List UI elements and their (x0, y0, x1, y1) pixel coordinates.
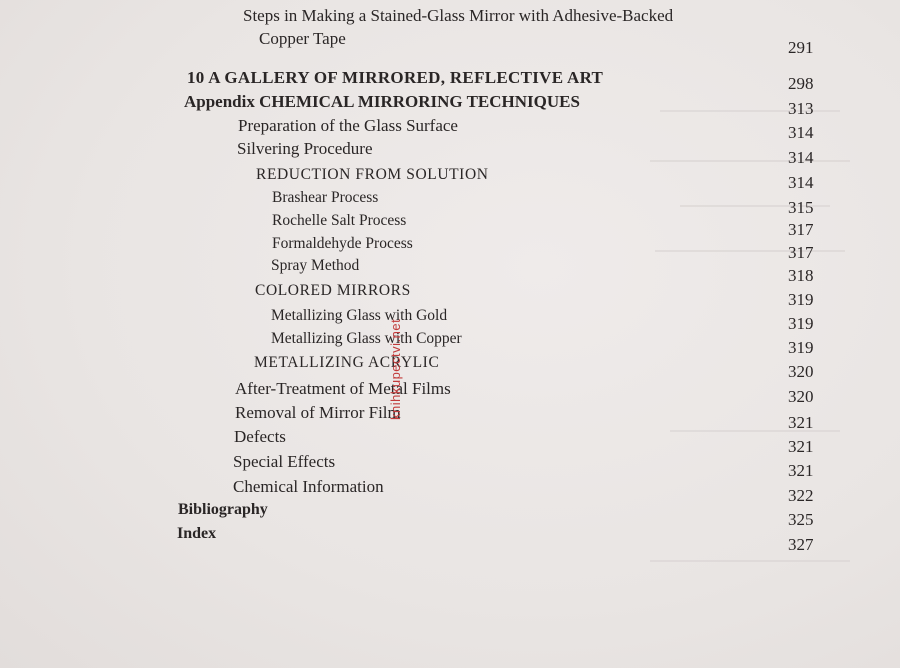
toc-subentry: Brashear Process (272, 189, 379, 206)
toc-section-heading: REDUCTION FROM SOLUTION (256, 166, 489, 183)
toc-appendix-entry: Appendix CHEMICAL MIRRORING TECHNIQUES (184, 92, 580, 111)
toc-entry: Silvering Procedure (237, 139, 373, 158)
toc-page-number: 321 (788, 461, 814, 480)
toc-page-number: 319 (788, 290, 814, 309)
watermark: knihkupectvi.net (388, 318, 403, 420)
toc-page-number: 321 (788, 437, 814, 456)
toc-page-number: 314 (788, 123, 814, 142)
toc-entry: Removal of Mirror Film (235, 403, 401, 422)
toc-entry: Steps in Making a Stained-Glass Mirror with Adhesive-Backed (243, 6, 674, 25)
toc-page-number: 319 (788, 338, 814, 357)
toc-page-number: 313 (788, 99, 814, 118)
toc-page-number: 315 (788, 198, 814, 217)
toc-entry: Chemical Information (233, 477, 384, 496)
toc-page-number: 321 (788, 413, 814, 432)
toc-page-number: 319 (788, 314, 814, 333)
toc-subentry: Spray Method (271, 257, 360, 274)
toc-page-number: 291 (788, 38, 814, 57)
toc-subentry: Formaldehyde Process (272, 235, 413, 252)
toc-back-matter-entry: Bibliography (178, 501, 268, 518)
toc-page-number: 320 (788, 362, 814, 381)
toc-section-heading: METALLIZING ACRYLIC (254, 354, 440, 371)
bleed-through-text (640, 0, 900, 668)
toc-page-number: 314 (788, 148, 814, 167)
toc-page-number: 322 (788, 486, 814, 505)
toc-entry: Defects (234, 427, 286, 446)
toc-subentry: Metallizing Glass with Gold (271, 307, 448, 324)
toc-entry: After-Treatment of Metal Films (235, 379, 451, 398)
toc-page-number: 298 (788, 74, 814, 93)
toc-chapter-entry: 10 A GALLERY OF MIRRORED, REFLECTIVE ART (187, 68, 604, 87)
toc-section-heading: COLORED MIRRORS (255, 282, 411, 299)
toc-page-number: 327 (788, 535, 814, 554)
toc-back-matter-entry: Index (177, 525, 217, 542)
toc-entry: Preparation of the Glass Surface (238, 116, 458, 135)
toc-page-number: 320 (788, 387, 814, 406)
toc-page-number: 318 (788, 266, 814, 285)
toc-subentry: Metallizing Glass with Copper (271, 330, 462, 347)
toc-page-number: 317 (788, 243, 814, 262)
toc-entry-continuation: Copper Tape (259, 29, 346, 48)
toc-entry: Special Effects (233, 452, 336, 471)
toc-page-number: 314 (788, 173, 814, 192)
toc-subentry: Rochelle Salt Process (272, 212, 407, 229)
toc-page-number: 317 (788, 220, 814, 239)
toc-page-number: 325 (788, 510, 814, 529)
